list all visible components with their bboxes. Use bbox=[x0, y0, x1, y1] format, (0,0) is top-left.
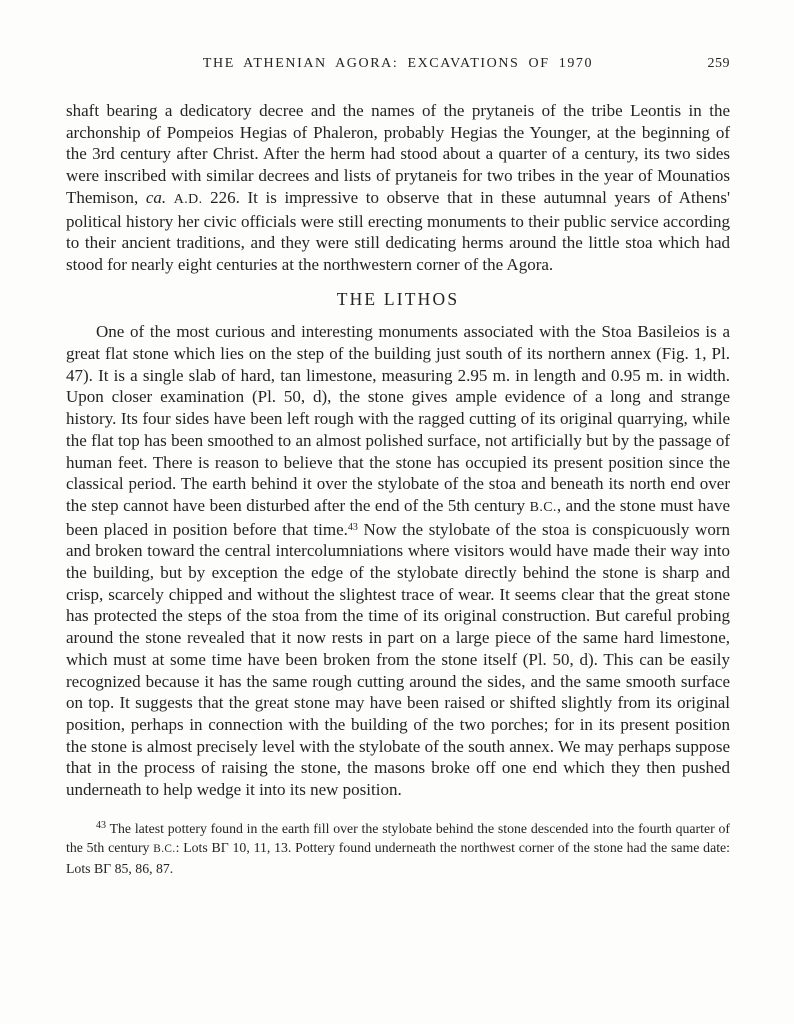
page-number: 259 bbox=[707, 56, 730, 71]
footnote-marker: 43 bbox=[96, 820, 106, 832]
paragraph-continuation bbox=[66, 100, 730, 276]
footnote bbox=[66, 819, 730, 878]
paragraph-text: 226. It is impressive to observe that in these autumnal years of Athens' political history her civic officials were still erecting monuments to their public service according to their ancient traditions, and they were still dedicating herms around the little stoa which had stood for nearly eight centuries at the northwestern corner of the Agora. bbox=[66, 187, 731, 274]
paragraph-text: Now the stylobate of the stoa is conspicuously worn and broken toward the central intercolumniations where visitors would have made their way into the building, but by exception the edge of the stylobate directly behind the stone is sharp and crisp, scarcely chipped and without the slightest trace of wear. It seems clear that the great stone has protected the steps of the stoa from the time of its original construction. But careful probing around the stone revealed that it now rests in part on a large piece of the same hard limestone, which must at some time have been broken from the stone itself (Pl. 50, d). This can be easily recognized because it has the same rough cutting around the sides, and the same smooth surface on top. It suggests that the great stone may have been raised or shifted slightly from its original position, perhaps in connection with the building of the two porches; for in its present position the stone is almost precisely level with the stylobate of the south annex. We may perhaps suppose that in the process of raising the stone, the masons broke off one end which they then pushed underneath to help wedge it into its new position. bbox=[66, 519, 730, 800]
smallcaps-bc: B.C. bbox=[529, 499, 557, 515]
paragraph-lithos bbox=[66, 321, 730, 800]
page-header bbox=[66, 56, 730, 72]
smallcaps-bc: B.C. bbox=[153, 842, 176, 855]
text-block bbox=[66, 100, 730, 878]
paragraph-text: shaft bearing a dedicatory decree and the names of the prytaneis of the tribe Leontis in the archonship of Pompeios Hegias of Phaleron, probably Hegias the Younger, at the beginning of the 3rd century after Christ. After the herm had stood about a quarter of a century, its two sides were inscribed with similar decrees and lists of prytaneis for two tribes in the year of Mounatios Themison, bbox=[66, 101, 730, 207]
running-title: THE ATHENIAN AGORA: EXCAVATIONS OF 1970 bbox=[202, 56, 594, 71]
paragraph-text: , and the stone must have been placed in position before that time. bbox=[66, 495, 730, 539]
footnote-text: : Lots ΒΓ 10, 11, 13. Pottery found underneath the northwest corner of the stone had the same date: Lots ΒΓ 85, 86, 87. bbox=[66, 839, 730, 876]
smallcaps-ad: A.D. bbox=[173, 191, 203, 207]
footnote-text: The latest pottery found in the earth fill over the stylobate behind the stone descended into the fourth quarter of the 5th century bbox=[66, 820, 730, 855]
footnote-reference: 43 bbox=[347, 522, 358, 534]
paragraph-text: One of the most curious and interesting monuments associated with the Stoa Basileios is a great flat stone which lies on the step of the building just south of its northern annex (Fig. 1, Pl. 47). It is a single slab of hard, tan limestone, measuring 2.95 m. in length and 0.95 m. in width. Upon closer examination (Pl. 50, d), the stone gives ample evidence of a long and strange history. Its four sides have been left rough with the ragged cutting of its original quarrying, while the flat top has been smoothed to an almost polished surface, not artificially but by the passage of human feet. There is reason to believe that the stone has occupied its present position since the classical period. The earth behind it over the stylobate of the stoa and beneath its north end over the step cannot have been disturbed after the end of the 5th century bbox=[66, 322, 730, 515]
italic-abbreviation-ca: ca. bbox=[145, 187, 174, 207]
section-heading: THE LITHOS bbox=[336, 288, 460, 309]
